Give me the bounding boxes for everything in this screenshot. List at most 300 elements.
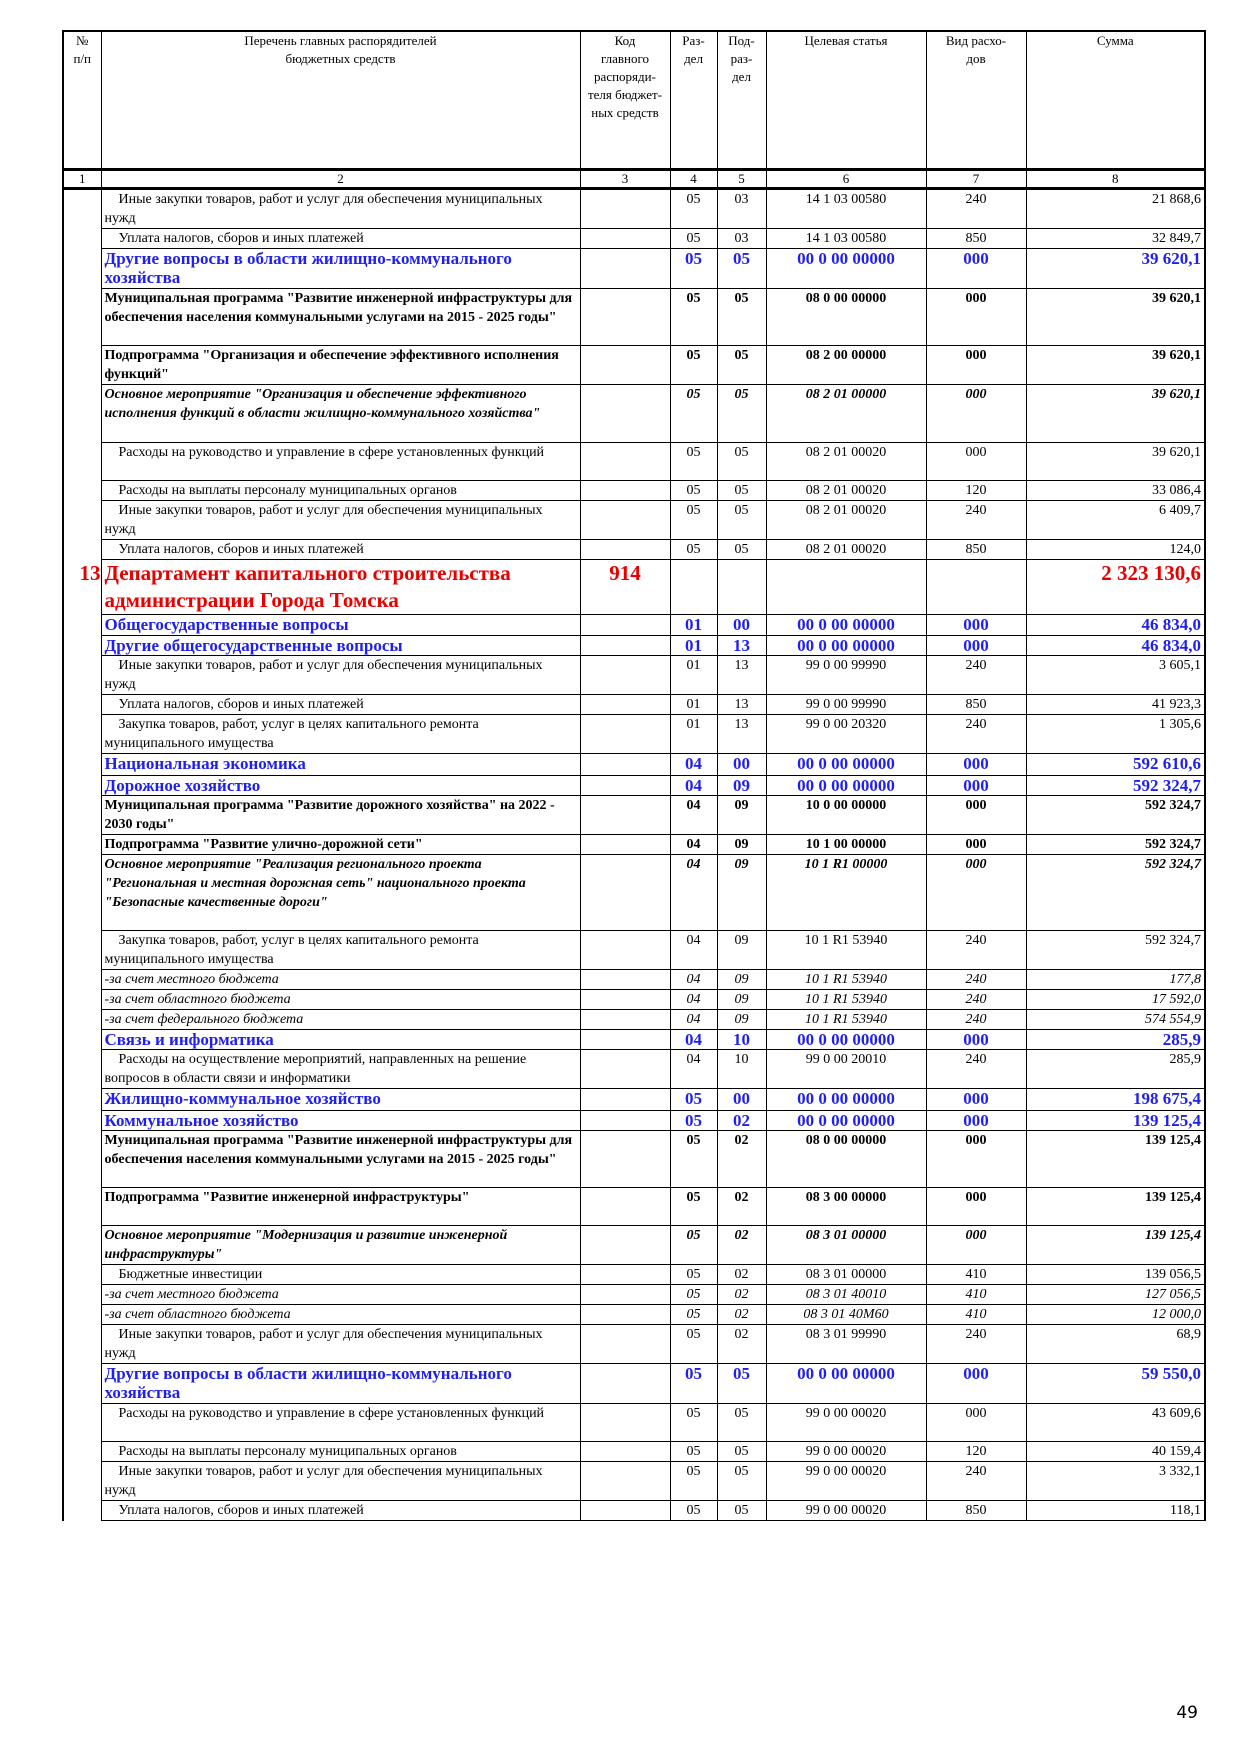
row-section: 05 [670,1404,717,1442]
row-type: 240 [926,189,1026,229]
budget-table [62,30,1206,1521]
row-type: 240 [926,501,1026,540]
row-name: Уплата налогов, сборов и иных платежей [101,540,580,560]
row-section: 05 [670,443,717,481]
row-number [63,1404,101,1442]
row-target: 99 0 00 00020 [766,1404,926,1442]
row-name: Расходы на выплаты персоналу муниципальных органов [101,481,580,501]
row-subsection: 05 [717,346,766,385]
row-number [63,1265,101,1285]
row-code [580,1010,670,1030]
row-code [580,1285,670,1305]
row-type: 000 [926,1364,1026,1404]
table-row [63,754,1205,776]
row-code [580,1188,670,1226]
row-target: 08 2 01 00020 [766,540,926,560]
row-target: 08 0 00 00000 [766,289,926,346]
row-type: 410 [926,1305,1026,1325]
row-target: 08 3 00 00000 [766,1188,926,1226]
row-type: 850 [926,540,1026,560]
row-name: Жилищно-коммунальное хозяйство [101,1089,580,1111]
row-sum: 1 305,6 [1026,715,1205,754]
table-row [63,346,1205,385]
row-type: 850 [926,695,1026,715]
row-code [580,1226,670,1265]
row-sum: 43 609,6 [1026,1404,1205,1442]
row-target: 00 0 00 00000 [766,1089,926,1111]
row-sum: 139 125,4 [1026,1226,1205,1265]
row-number [63,1501,101,1521]
row-type: 000 [926,754,1026,776]
header-col-name: Перечень главных распорядителей бюджетных средств [101,31,580,170]
row-section: 05 [670,1265,717,1285]
row-code [580,346,670,385]
table-row [63,1501,1205,1521]
table-row [63,229,1205,249]
row-number [63,1305,101,1325]
row-sum: 40 159,4 [1026,1442,1205,1462]
row-type [926,560,1026,615]
table-row [63,540,1205,560]
row-name: Расходы на руководство и управление в сфере установленных функций [101,443,580,481]
row-type: 000 [926,1188,1026,1226]
page-number: 49 [1176,1703,1198,1723]
table-row [63,1285,1205,1305]
row-name: Уплата налогов, сборов и иных платежей [101,695,580,715]
row-target: 08 2 01 00020 [766,501,926,540]
row-section: 05 [670,1131,717,1188]
row-sum: 32 849,7 [1026,229,1205,249]
header-col-section: Раз- дел [670,31,717,170]
row-name: -за счет областного бюджета [101,1305,580,1325]
table-row [63,615,1205,636]
row-section: 05 [670,289,717,346]
row-target: 99 0 00 00020 [766,1442,926,1462]
row-type: 120 [926,1442,1026,1462]
row-code [580,931,670,970]
row-subsection: 09 [717,796,766,835]
row-type: 000 [926,249,1026,289]
table-row [63,1089,1205,1111]
row-sum: 139 056,5 [1026,1265,1205,1285]
row-subsection: 02 [717,1325,766,1364]
row-number [63,189,101,229]
row-target: 08 3 01 99990 [766,1325,926,1364]
table-row [63,855,1205,931]
table-row [63,1404,1205,1442]
row-section: 05 [670,346,717,385]
row-code: 914 [580,560,670,615]
row-number [63,1111,101,1131]
row-sum: 592 324,7 [1026,776,1205,796]
row-name: Основное мероприятие "Организация и обеспечение эффективного исполнения функций в области жилищно-коммунального хозяйства" [101,385,580,443]
row-code [580,501,670,540]
row-sum: 6 409,7 [1026,501,1205,540]
row-section: 05 [670,540,717,560]
row-subsection: 10 [717,1050,766,1089]
row-number [63,1030,101,1050]
row-sum: 177,8 [1026,970,1205,990]
row-code [580,249,670,289]
row-name: -за счет местного бюджета [101,970,580,990]
row-subsection: 13 [717,636,766,656]
row-name: Коммунальное хозяйство [101,1111,580,1131]
row-name: Основное мероприятие "Реализация регионального проекта "Региональная и местная дорожная сеть" национального проекта "Безопасные качественные дороги" [101,855,580,931]
row-type: 000 [926,1131,1026,1188]
row-subsection: 09 [717,931,766,970]
row-target: 08 3 01 00000 [766,1265,926,1285]
row-number [63,1462,101,1501]
row-section: 01 [670,695,717,715]
row-section: 04 [670,931,717,970]
row-section: 01 [670,615,717,636]
row-subsection: 02 [717,1226,766,1265]
table-row [63,835,1205,855]
row-subsection: 02 [717,1285,766,1305]
table-body [63,189,1205,1521]
row-section: 04 [670,796,717,835]
row-type: 850 [926,1501,1026,1521]
row-target: 00 0 00 00000 [766,1030,926,1050]
row-number [63,695,101,715]
row-subsection: 05 [717,481,766,501]
row-subsection: 05 [717,1404,766,1442]
row-target: 10 1 R1 00000 [766,855,926,931]
header-col-number: № п/п [63,31,101,170]
row-number [63,1226,101,1265]
row-section: 04 [670,835,717,855]
row-target: 10 1 R1 53940 [766,1010,926,1030]
row-sum: 574 554,9 [1026,1010,1205,1030]
row-code [580,970,670,990]
table-row [63,1305,1205,1325]
row-name: Иные закупки товаров, работ и услуг для обеспечения муниципальных нужд [101,189,580,229]
row-sum: 12 000,0 [1026,1305,1205,1325]
row-number [63,229,101,249]
row-name: Департамент капитального строительства администрации Города Томска [101,560,580,615]
row-name: Муниципальная программа "Развитие дорожного хозяйства" на 2022 - 2030 годы" [101,796,580,835]
row-number [63,615,101,636]
row-name: -за счет федерального бюджета [101,1010,580,1030]
header-col-sum: Сумма [1026,31,1205,170]
row-section: 05 [670,1305,717,1325]
table-row [63,796,1205,835]
row-type: 410 [926,1265,1026,1285]
table-row [63,1131,1205,1188]
row-subsection: 05 [717,249,766,289]
row-name: Подпрограмма "Развитие инженерной инфраструктуры" [101,1188,580,1226]
row-target: 08 3 01 00000 [766,1226,926,1265]
row-section: 01 [670,656,717,695]
row-type: 240 [926,970,1026,990]
row-name: Уплата налогов, сборов и иных платежей [101,229,580,249]
table-row [63,970,1205,990]
row-subsection: 05 [717,540,766,560]
row-name: Иные закупки товаров, работ и услуг для обеспечения муниципальных нужд [101,1462,580,1501]
column-number: 8 [1026,170,1205,189]
row-number [63,540,101,560]
row-code [580,1305,670,1325]
row-section: 05 [670,481,717,501]
row-target: 99 0 00 20320 [766,715,926,754]
row-target: 08 3 01 40М60 [766,1305,926,1325]
column-number: 4 [670,170,717,189]
row-number [63,715,101,754]
row-name: Иные закупки товаров, работ и услуг для обеспечения муниципальных нужд [101,656,580,695]
row-subsection: 09 [717,835,766,855]
row-sum: 39 620,1 [1026,289,1205,346]
header-col-type: Вид расхо- дов [926,31,1026,170]
row-section: 04 [670,776,717,796]
row-name: Другие вопросы в области жилищно-коммунального хозяйства [101,249,580,289]
row-sum: 59 550,0 [1026,1364,1205,1404]
row-code [580,1325,670,1364]
row-type: 240 [926,990,1026,1010]
row-section: 04 [670,970,717,990]
row-sum: 2 323 130,6 [1026,560,1205,615]
row-number [63,501,101,540]
row-code [580,385,670,443]
row-type: 000 [926,636,1026,656]
row-target: 08 2 01 00020 [766,443,926,481]
table-row [63,385,1205,443]
row-section: 04 [670,855,717,931]
table-row [63,776,1205,796]
header-col-subsection: Под- раз- дел [717,31,766,170]
row-section: 05 [670,1089,717,1111]
row-target: 00 0 00 00000 [766,249,926,289]
row-number [63,346,101,385]
row-number [63,1188,101,1226]
row-number [63,970,101,990]
row-type: 000 [926,1404,1026,1442]
row-target: 99 0 00 00020 [766,1501,926,1521]
row-target: 00 0 00 00000 [766,1364,926,1404]
row-section: 05 [670,1226,717,1265]
row-type: 000 [926,1111,1026,1131]
table-row [63,1462,1205,1501]
row-subsection [717,560,766,615]
row-type: 000 [926,1226,1026,1265]
row-number [63,289,101,346]
row-number [63,1325,101,1364]
row-sum: 3 605,1 [1026,656,1205,695]
header-col-target: Целевая статья [766,31,926,170]
row-name: Муниципальная программа "Развитие инженерной инфраструктуры для обеспечения населения коммунальными услугами на 2015 - 2025 годы" [101,289,580,346]
column-number: 2 [101,170,580,189]
row-type: 000 [926,615,1026,636]
row-section: 05 [670,1285,717,1305]
row-type: 000 [926,835,1026,855]
row-sum: 139 125,4 [1026,1188,1205,1226]
row-subsection: 05 [717,1442,766,1462]
row-subsection: 09 [717,970,766,990]
row-section: 05 [670,1111,717,1131]
row-number [63,835,101,855]
table-row [63,1188,1205,1226]
table-row [63,481,1205,501]
row-code [580,1462,670,1501]
row-subsection: 02 [717,1265,766,1285]
row-number [63,1050,101,1089]
row-target: 08 2 01 00000 [766,385,926,443]
row-name: Общегосударственные вопросы [101,615,580,636]
row-code [580,1265,670,1285]
row-code [580,1364,670,1404]
row-target: 10 1 00 00000 [766,835,926,855]
row-subsection: 10 [717,1030,766,1050]
row-sum: 198 675,4 [1026,1089,1205,1111]
row-section: 05 [670,501,717,540]
row-subsection: 05 [717,289,766,346]
column-number-row [63,170,1205,189]
row-number [63,1364,101,1404]
column-number: 7 [926,170,1026,189]
row-subsection: 02 [717,1188,766,1226]
row-target: 10 1 R1 53940 [766,970,926,990]
row-name: Подпрограмма "Развитие улично-дорожной сети" [101,835,580,855]
row-type: 240 [926,1462,1026,1501]
table-row [63,189,1205,229]
row-subsection: 02 [717,1305,766,1325]
table-row [63,249,1205,289]
row-subsection: 00 [717,1089,766,1111]
row-target: 08 2 00 00000 [766,346,926,385]
table-row [63,1010,1205,1030]
row-target: 10 0 00 00000 [766,796,926,835]
table-row [63,656,1205,695]
row-section: 01 [670,715,717,754]
column-number: 5 [717,170,766,189]
row-code [580,443,670,481]
row-code [580,754,670,776]
row-type: 240 [926,1050,1026,1089]
row-name: Связь и информатика [101,1030,580,1050]
row-sum: 39 620,1 [1026,385,1205,443]
row-subsection: 02 [717,1131,766,1188]
row-subsection: 00 [717,754,766,776]
table-row [63,1030,1205,1050]
row-number [63,855,101,931]
row-subsection: 05 [717,1364,766,1404]
row-section: 05 [670,189,717,229]
row-type: 000 [926,1030,1026,1050]
row-type: 000 [926,855,1026,931]
row-name: Национальная экономика [101,754,580,776]
table-row [63,1325,1205,1364]
row-code [580,540,670,560]
row-target: 10 1 R1 53940 [766,931,926,970]
row-name: -за счет местного бюджета [101,1285,580,1305]
row-sum: 33 086,4 [1026,481,1205,501]
row-section: 01 [670,636,717,656]
row-sum: 139 125,4 [1026,1131,1205,1188]
table-row [63,715,1205,754]
table-row [63,443,1205,481]
column-number: 6 [766,170,926,189]
table-row [63,501,1205,540]
row-name: Уплата налогов, сборов и иных платежей [101,1501,580,1521]
row-subsection: 13 [717,656,766,695]
table-row [63,1050,1205,1089]
row-section: 05 [670,1325,717,1364]
column-number: 3 [580,170,670,189]
row-section: 04 [670,754,717,776]
row-section: 04 [670,1030,717,1050]
row-type: 240 [926,1010,1026,1030]
row-section: 05 [670,1501,717,1521]
row-number [63,776,101,796]
row-sum: 592 324,7 [1026,931,1205,970]
row-number [63,1010,101,1030]
row-name: Муниципальная программа "Развитие инженерной инфраструктуры для обеспечения населения коммунальными услугами на 2015 - 2025 годы" [101,1131,580,1188]
row-code [580,990,670,1010]
row-subsection: 00 [717,615,766,636]
row-subsection: 09 [717,1010,766,1030]
row-sum: 285,9 [1026,1050,1205,1089]
row-target: 08 3 01 40010 [766,1285,926,1305]
row-type: 120 [926,481,1026,501]
row-number [63,990,101,1010]
row-subsection: 09 [717,990,766,1010]
row-type: 000 [926,289,1026,346]
row-type: 240 [926,656,1026,695]
row-number [63,754,101,776]
row-target: 99 0 00 99990 [766,656,926,695]
row-code [580,1111,670,1131]
row-sum: 17 592,0 [1026,990,1205,1010]
row-number [63,249,101,289]
row-section: 05 [670,385,717,443]
row-code [580,695,670,715]
row-section: 04 [670,1010,717,1030]
row-section: 04 [670,990,717,1010]
row-target: 00 0 00 00000 [766,636,926,656]
row-number [63,656,101,695]
row-code [580,481,670,501]
row-code [580,615,670,636]
table-row [63,931,1205,970]
row-name: Закупка товаров, работ, услуг в целях капитального ремонта муниципального имущества [101,715,580,754]
row-number: 13 [63,560,101,615]
row-type: 240 [926,715,1026,754]
row-name: Иные закупки товаров, работ и услуг для обеспечения муниципальных нужд [101,1325,580,1364]
row-code [580,289,670,346]
row-target: 14 1 03 00580 [766,189,926,229]
row-code [580,229,670,249]
header-row [63,31,1205,170]
row-subsection: 09 [717,855,766,931]
row-code [580,1404,670,1442]
row-code [580,1089,670,1111]
row-target: 00 0 00 00000 [766,776,926,796]
table-row [63,1364,1205,1404]
row-subsection: 05 [717,385,766,443]
row-target: 08 2 01 00020 [766,481,926,501]
row-number [63,443,101,481]
row-target: 00 0 00 00000 [766,615,926,636]
row-code [580,636,670,656]
row-subsection: 05 [717,1501,766,1521]
row-number [63,385,101,443]
row-number [63,931,101,970]
row-code [580,796,670,835]
column-number: 1 [63,170,101,189]
row-number [63,481,101,501]
row-code [580,1131,670,1188]
row-code [580,656,670,695]
row-sum: 592 324,7 [1026,835,1205,855]
